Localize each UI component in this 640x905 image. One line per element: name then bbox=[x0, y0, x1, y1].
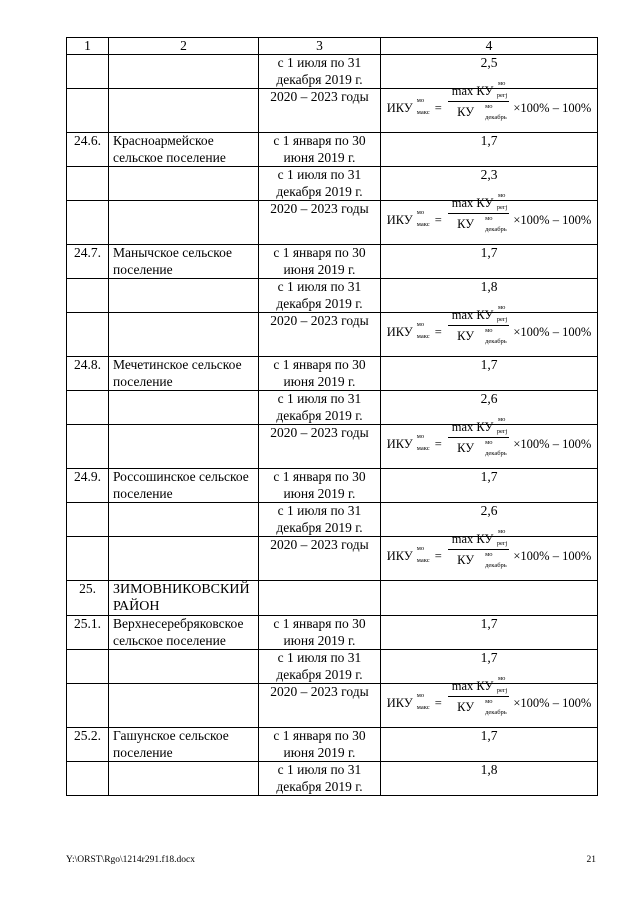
formula-lhs-sub: макс bbox=[416, 109, 430, 117]
table-row bbox=[67, 728, 598, 762]
formula-numerator bbox=[448, 80, 510, 102]
formula-num-text: max КУ bbox=[451, 532, 494, 546]
formula-equals: = bbox=[434, 437, 442, 452]
formula-lhs-text: ИКУ bbox=[386, 213, 413, 228]
row-number-cell bbox=[67, 201, 109, 245]
settlement-name-cell: Красноармейское сельское поселение bbox=[109, 133, 259, 167]
formula-den-sub: декабрь bbox=[485, 449, 507, 457]
formula-fraction bbox=[448, 192, 510, 233]
table-row bbox=[67, 762, 598, 796]
formula-lhs-text: ИКУ bbox=[386, 325, 413, 340]
period-cell: с 1 июля по 31 декабря 2019 г. bbox=[259, 167, 381, 201]
footer-file-path: Y:\ORST\Rgo\1214r291.f18.docx bbox=[66, 855, 195, 865]
formula-num-sup: мо bbox=[498, 416, 506, 423]
formula-denominator bbox=[455, 214, 507, 233]
formula-num-sub: регj bbox=[496, 687, 508, 694]
formula-equals: = bbox=[434, 549, 442, 564]
row-number-cell: 25.2. bbox=[67, 728, 109, 762]
index-value-cell: 2,3 bbox=[381, 167, 598, 201]
formula-den-sup: мо bbox=[485, 102, 493, 110]
table-row bbox=[67, 133, 598, 167]
formula-lhs bbox=[386, 433, 435, 453]
index-value-cell: 1,7 bbox=[381, 728, 598, 762]
formula-rest: ×100% – 100% bbox=[513, 549, 592, 564]
formula-numerator bbox=[448, 304, 510, 326]
table-row bbox=[67, 650, 598, 684]
settlement-name-cell bbox=[109, 650, 259, 684]
formula-num-sub: регj bbox=[496, 204, 508, 211]
formula-lhs-sup: мо bbox=[416, 545, 425, 553]
formula-den-sup: мо bbox=[485, 550, 493, 558]
index-formula bbox=[383, 304, 595, 345]
row-number-cell bbox=[67, 391, 109, 425]
formula-cell bbox=[381, 192, 598, 245]
formula-cell bbox=[381, 304, 598, 357]
settlement-name-cell bbox=[109, 762, 259, 796]
formula-num-text: max КУ bbox=[451, 196, 494, 210]
row-number-cell bbox=[67, 537, 109, 581]
settlement-name-cell bbox=[109, 391, 259, 425]
formula-den-sup: мо bbox=[485, 326, 493, 334]
formula-den-text: КУ bbox=[457, 699, 475, 714]
formula-fraction bbox=[448, 416, 510, 457]
row-number-cell bbox=[67, 279, 109, 313]
index-formula bbox=[383, 416, 595, 457]
index-value-cell: 1,8 bbox=[381, 279, 598, 313]
row-number-cell bbox=[67, 167, 109, 201]
header-cell-3: 3 bbox=[259, 38, 381, 55]
settlement-name-cell bbox=[109, 279, 259, 313]
formula-lhs bbox=[386, 692, 435, 712]
formula-num-sub: регj bbox=[496, 428, 508, 435]
formula-num-sub: регj bbox=[496, 540, 508, 547]
table-row bbox=[67, 201, 598, 245]
formula-den-sub: декабрь bbox=[485, 561, 507, 569]
formula-equals: = bbox=[434, 101, 442, 116]
row-number-cell: 24.6. bbox=[67, 133, 109, 167]
table-row bbox=[67, 425, 598, 469]
header-row bbox=[67, 38, 598, 55]
settlement-name-cell bbox=[109, 89, 259, 133]
period-cell: с 1 июля по 31 декабря 2019 г. bbox=[259, 503, 381, 537]
formula-num-sub: регj bbox=[496, 316, 508, 323]
table-row bbox=[67, 89, 598, 133]
settlement-name-cell bbox=[109, 167, 259, 201]
row-number-cell bbox=[67, 313, 109, 357]
index-formula bbox=[383, 675, 595, 716]
formula-den-text: КУ bbox=[457, 216, 475, 231]
settlement-name-cell bbox=[109, 313, 259, 357]
period-cell: 2020 – 2023 годы bbox=[259, 313, 381, 357]
settlement-name-cell: Россошинское сельское поселение bbox=[109, 469, 259, 503]
formula-den-sup: мо bbox=[485, 214, 493, 222]
settlement-name-cell: Мечетинское сельское поселение bbox=[109, 357, 259, 391]
formula-numerator bbox=[448, 416, 510, 438]
settlement-name-cell bbox=[109, 201, 259, 245]
formula-num-text: max КУ bbox=[451, 679, 494, 693]
formula-lhs-sup: мо bbox=[416, 209, 425, 217]
formula-denominator bbox=[455, 550, 507, 569]
period-cell: с 1 января по 30 июня 2019 г. bbox=[259, 616, 381, 650]
formula-lhs-sup: мо bbox=[416, 97, 425, 105]
table-row bbox=[67, 167, 598, 201]
formula-fraction bbox=[448, 80, 510, 121]
table-row bbox=[67, 581, 598, 616]
row-number-cell bbox=[67, 650, 109, 684]
index-value-cell: 1,7 bbox=[381, 133, 598, 167]
table-row bbox=[67, 279, 598, 313]
formula-cell bbox=[381, 416, 598, 469]
formula-denominator bbox=[455, 102, 507, 121]
formula-lhs-sub: макс bbox=[416, 333, 430, 341]
table-row bbox=[67, 55, 598, 89]
index-value-cell: 1,7 bbox=[381, 650, 598, 684]
formula-lhs-text: ИКУ bbox=[386, 437, 413, 452]
tariff-table bbox=[66, 37, 598, 796]
settlement-name-cell: Верхнесеребряковское сельское поселение bbox=[109, 616, 259, 650]
period-cell: с 1 января по 30 июня 2019 г. bbox=[259, 357, 381, 391]
table-row bbox=[67, 357, 598, 391]
formula-cell bbox=[381, 80, 598, 133]
row-number-cell bbox=[67, 684, 109, 728]
formula-numerator bbox=[448, 192, 510, 214]
formula-den-sub: декабрь bbox=[485, 225, 507, 233]
formula-num-sup: мо bbox=[498, 304, 506, 311]
formula-den-sub: декабрь bbox=[485, 708, 507, 716]
formula-rest: ×100% – 100% bbox=[513, 325, 592, 340]
formula-lhs-sub: макс bbox=[416, 704, 430, 712]
formula-num-sup: мо bbox=[498, 675, 506, 682]
period-cell: с 1 июля по 31 декабря 2019 г. bbox=[259, 650, 381, 684]
formula-lhs-sub: макс bbox=[416, 445, 430, 453]
settlement-name-cell: ЗИМОВНИКОВСКИЙ РАЙОН bbox=[109, 581, 259, 616]
settlement-name-cell bbox=[109, 425, 259, 469]
settlement-name-cell bbox=[109, 503, 259, 537]
row-number-cell bbox=[67, 503, 109, 537]
formula-lhs-sup: мо bbox=[416, 433, 425, 441]
formula-den-text: КУ bbox=[457, 104, 475, 119]
formula-den-text: КУ bbox=[457, 552, 475, 567]
formula-fraction bbox=[448, 304, 510, 345]
formula-den-sup: мо bbox=[485, 697, 493, 705]
formula-den-sup: мо bbox=[485, 438, 493, 446]
formula-rest: ×100% – 100% bbox=[513, 213, 592, 228]
table-row bbox=[67, 537, 598, 581]
formula-numerator bbox=[448, 675, 510, 697]
formula-lhs-text: ИКУ bbox=[386, 696, 413, 711]
formula-numerator bbox=[448, 528, 510, 550]
row-number-cell: 24.9. bbox=[67, 469, 109, 503]
settlement-name-cell: Манычское сельское поселение bbox=[109, 245, 259, 279]
row-number-cell: 24.7. bbox=[67, 245, 109, 279]
table-row bbox=[67, 245, 598, 279]
formula-denominator bbox=[455, 697, 507, 716]
formula-lhs bbox=[386, 545, 435, 565]
period-cell: 2020 – 2023 годы bbox=[259, 537, 381, 581]
period-cell: 2020 – 2023 годы bbox=[259, 89, 381, 133]
formula-equals: = bbox=[434, 213, 442, 228]
period-cell: с 1 июля по 31 декабря 2019 г. bbox=[259, 762, 381, 796]
formula-den-text: КУ bbox=[457, 440, 475, 455]
formula-den-sub: декабрь bbox=[485, 337, 507, 345]
formula-lhs-text: ИКУ bbox=[386, 101, 413, 116]
settlement-name-cell bbox=[109, 55, 259, 89]
formula-rest: ×100% – 100% bbox=[513, 101, 592, 116]
formula-fraction bbox=[448, 528, 510, 569]
formula-cell bbox=[381, 528, 598, 581]
formula-num-text: max КУ bbox=[451, 84, 494, 98]
row-number-cell bbox=[67, 55, 109, 89]
period-cell: с 1 января по 30 июня 2019 г. bbox=[259, 245, 381, 279]
period-cell: с 1 июля по 31 декабря 2019 г. bbox=[259, 279, 381, 313]
period-cell: 2020 – 2023 годы bbox=[259, 201, 381, 245]
row-number-cell: 25.1. bbox=[67, 616, 109, 650]
index-formula bbox=[383, 192, 595, 233]
index-value-cell: 2,5 bbox=[381, 55, 598, 89]
formula-lhs-sup: мо bbox=[416, 692, 425, 700]
period-cell: с 1 июля по 31 декабря 2019 г. bbox=[259, 391, 381, 425]
footer-page-number: 21 bbox=[586, 855, 596, 865]
index-value-cell: 1,8 bbox=[381, 762, 598, 796]
table-row bbox=[67, 313, 598, 357]
row-number-cell bbox=[67, 762, 109, 796]
header-cell-2: 2 bbox=[109, 38, 259, 55]
index-value-cell: 1,7 bbox=[381, 616, 598, 650]
formula-lhs bbox=[386, 209, 435, 229]
settlement-name-cell bbox=[109, 537, 259, 581]
formula-den-text: КУ bbox=[457, 328, 475, 343]
formula-lhs-sup: мо bbox=[416, 321, 425, 329]
formula-lhs-text: ИКУ bbox=[386, 549, 413, 564]
index-value-cell: 1,7 bbox=[381, 245, 598, 279]
index-formula bbox=[383, 528, 595, 569]
formula-rest: ×100% – 100% bbox=[513, 437, 592, 452]
table-row bbox=[67, 391, 598, 425]
formula-denominator bbox=[455, 326, 507, 345]
formula-denominator bbox=[455, 438, 507, 457]
header-cell-4: 4 bbox=[381, 38, 598, 55]
table-row bbox=[67, 684, 598, 728]
header-cell-1: 1 bbox=[67, 38, 109, 55]
formula-den-sub: декабрь bbox=[485, 113, 507, 121]
table-row bbox=[67, 469, 598, 503]
formula-num-sup: мо bbox=[498, 80, 506, 87]
index-value-cell: 2,6 bbox=[381, 503, 598, 537]
period-cell: с 1 января по 30 июня 2019 г. bbox=[259, 728, 381, 762]
formula-equals: = bbox=[434, 325, 442, 340]
formula-num-sup: мо bbox=[498, 528, 506, 535]
formula-num-text: max КУ bbox=[451, 308, 494, 322]
row-number-cell: 24.8. bbox=[67, 357, 109, 391]
table-row bbox=[67, 503, 598, 537]
formula-lhs-sub: макс bbox=[416, 557, 430, 565]
formula-fraction bbox=[448, 675, 510, 716]
formula-equals: = bbox=[434, 696, 442, 711]
period-cell bbox=[259, 581, 381, 616]
period-cell: 2020 – 2023 годы bbox=[259, 684, 381, 728]
index-value-cell: 1,7 bbox=[381, 357, 598, 391]
formula-num-sub: регj bbox=[496, 92, 508, 99]
period-cell: с 1 июля по 31 декабря 2019 г. bbox=[259, 55, 381, 89]
settlement-name-cell bbox=[109, 684, 259, 728]
row-number-cell bbox=[67, 425, 109, 469]
settlement-name-cell: Гашунское сельское поселение bbox=[109, 728, 259, 762]
row-number-cell: 25. bbox=[67, 581, 109, 616]
row-number-cell bbox=[67, 89, 109, 133]
formula-cell bbox=[381, 675, 598, 728]
index-value-cell: 2,6 bbox=[381, 391, 598, 425]
period-cell: 2020 – 2023 годы bbox=[259, 425, 381, 469]
index-value-cell bbox=[381, 581, 598, 616]
index-formula bbox=[383, 80, 595, 121]
formula-num-text: max КУ bbox=[451, 420, 494, 434]
formula-rest: ×100% – 100% bbox=[513, 696, 592, 711]
period-cell: с 1 января по 30 июня 2019 г. bbox=[259, 469, 381, 503]
table-row bbox=[67, 616, 598, 650]
formula-lhs bbox=[386, 321, 435, 341]
formula-num-sup: мо bbox=[498, 192, 506, 199]
formula-lhs bbox=[386, 97, 435, 117]
formula-lhs-sub: макс bbox=[416, 221, 430, 229]
index-value-cell: 1,7 bbox=[381, 469, 598, 503]
period-cell: с 1 января по 30 июня 2019 г. bbox=[259, 133, 381, 167]
